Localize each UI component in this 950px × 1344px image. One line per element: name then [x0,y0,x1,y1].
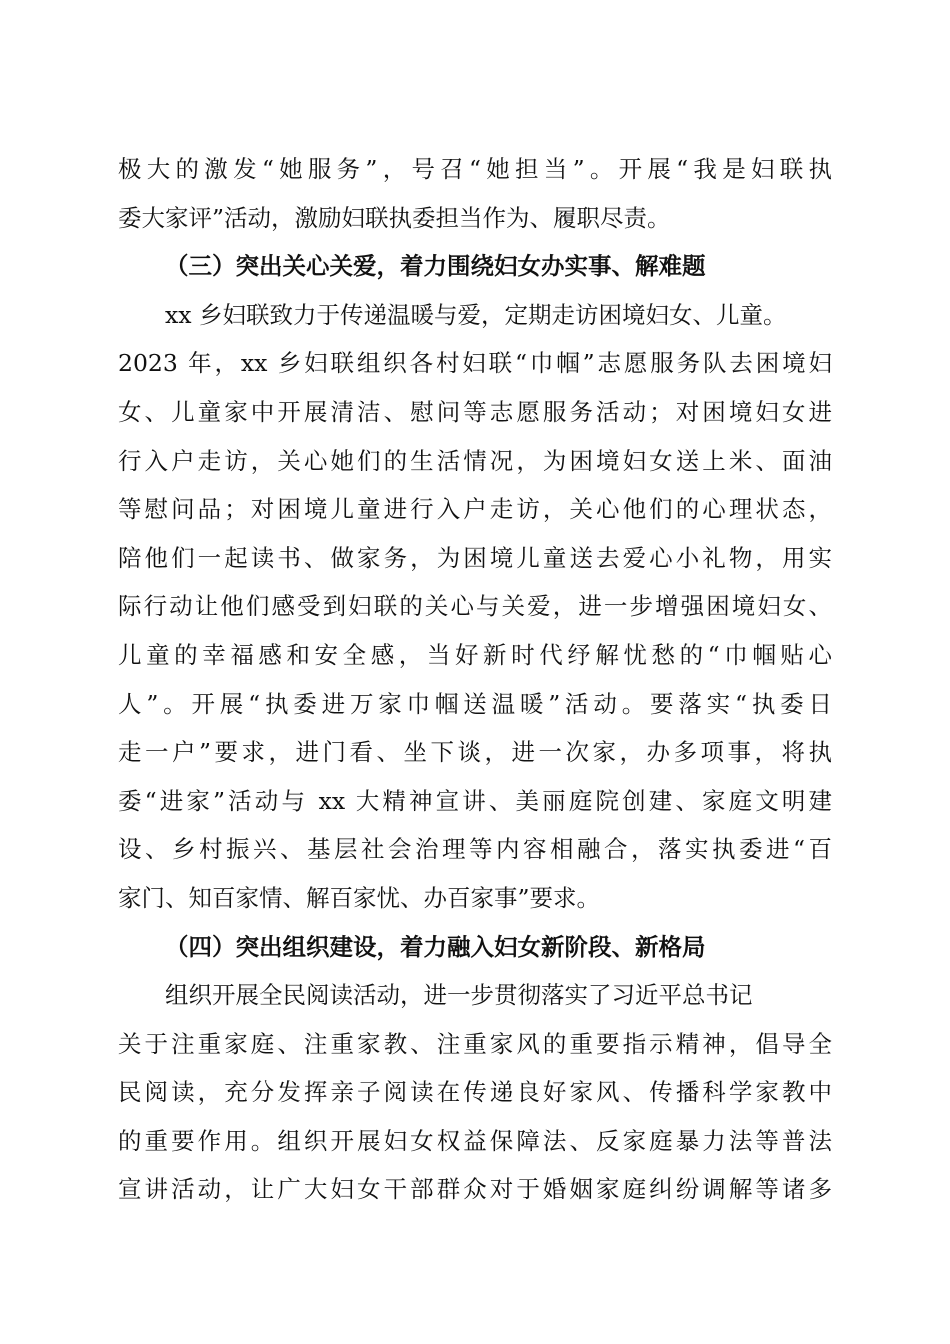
paragraph-line: 女、儿童家中开展清洁、慰问等志愿服务活动；对困境妇女进 [118,397,832,426]
paragraph-line: 委大家评”活动，激励妇联执委担当作为、履职尽责。 [118,203,671,232]
paragraph-line: 陪他们一起读书、做家务，为困境儿童送去爱心小礼物，用实 [118,543,832,572]
paragraph-line: 极大的激发“她服务”，号召“她担当”。开展“我是妇联执 [118,155,832,183]
paragraph-line: 儿童的幸福感和安全感，当好新时代纾解忧愁的“巾帼贴心 [118,640,832,669]
document-body [118,145,832,1214]
section-heading-4: （四）突出组织建设，着力融入妇女新阶段、新格局 [165,932,706,961]
paragraph-line: 组织开展全民阅读活动，进一步贯彻落实了习近平总书记 [165,981,753,1010]
paragraph-line: 际行动让他们感受到妇联的关心与关爱，进一步增强困境妇女、 [118,592,832,621]
paragraph-line: 走一户”要求，进门看、坐下谈，进一次家，办多项事，将执 [118,738,832,767]
paragraph-line: 宣讲活动，让广大妇女干部群众对于婚姻家庭纠纷调解等诸多 [118,1175,832,1204]
paragraph-line: 的重要作用。组织开展妇女权益保障法、反家庭暴力法等普法 [118,1126,832,1155]
section-heading-3: （三）突出关心关爱，着力围绕妇女办实事、解难题 [165,252,706,281]
paragraph-line: 设、乡村振兴、基层社会治理等内容相融合，落实执委进“百 [118,835,832,864]
paragraph-line: 民阅读，充分发挥亲子阅读在传递良好家风、传播科学家教中 [118,1078,832,1107]
paragraph-line: 家门、知百家情、解百家忧、办百家事”要求。 [118,883,601,912]
paragraph-line: 行入户走访，关心她们的生活情况，为困境妇女送上米、面油 [118,446,832,475]
paragraph-line: 等慰问品；对困境儿童进行入户走访，关心他们的心理状态， [118,495,832,524]
paragraph-line: 关于注重家庭、注重家教、注重家风的重要指示精神，倡导全 [118,1029,832,1058]
paragraph-line: 2023 年，xx 乡妇联组织各村妇联“巾帼”志愿服务队去困境妇 [118,349,832,378]
paragraph-line: xx 乡妇联致力于传递温暖与爱，定期走访困境妇女、儿童。 [165,300,787,329]
paragraph-line: 委“进家”活动与 xx 大精神宣讲、美丽庭院创建、家庭文明建 [118,786,832,815]
paragraph-line: 人”。开展“执委进万家巾帼送温暖”活动。要落实“执委日 [118,689,832,718]
